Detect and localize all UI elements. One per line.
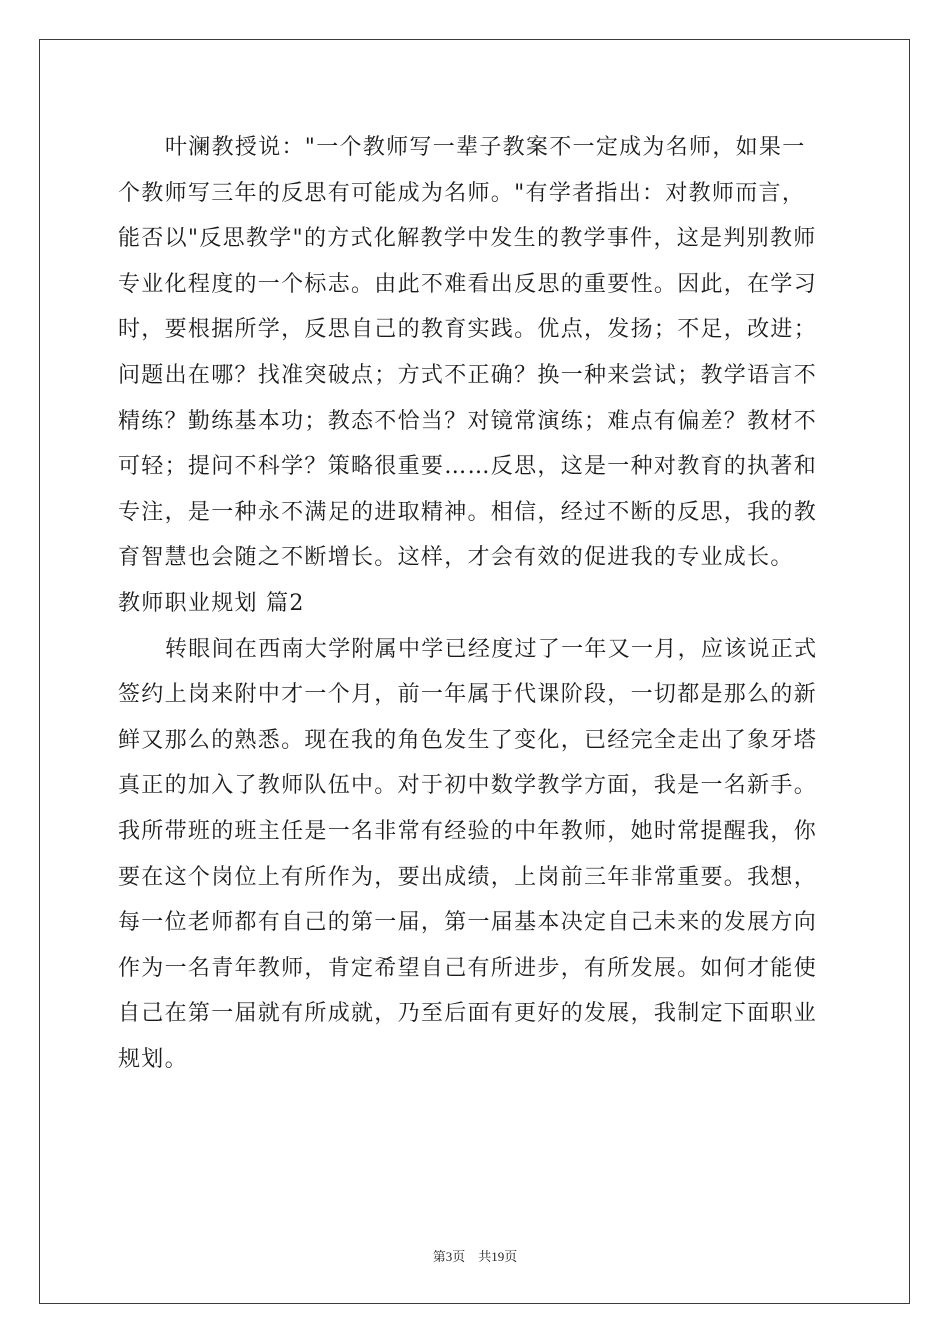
paragraph-1-line: 育智慧也会随之不断增长。这样，才会有效的促进我的专业成长。: [118, 545, 794, 571]
paragraph-2-line: 自己在第一届就有所成就，乃至后面有更好的发展，我制定下面职业: [118, 1001, 818, 1027]
paragraph-2-line: 每一位老师都有自己的第一届，第一届基本决定自己未来的发展方向: [118, 910, 818, 936]
paragraph-1-line: 叶澜教授说："一个教师写一辈子教案不一定成为名师，如果一: [165, 135, 806, 160]
paragraph-2-line: 我所带班的班主任是一名非常有经验的中年教师，她时常提醒我，你: [118, 818, 818, 844]
document-body: [118, 125, 838, 1082]
paragraph-1-line: 个教师写三年的反思有可能成为名师。"有学者指出：对教师而言，: [118, 180, 806, 206]
paragraph-1-line: 可轻；提问不科学？策略很重要……反思，这是一种对教育的执著和: [118, 454, 818, 480]
paragraph-2-line: 真正的加入了教师队伍中。对于初中数学教学方面，我是一名新手。: [118, 773, 818, 799]
paragraph-1-line: 能否以"反思教学"的方式化解教学中发生的教学事件，这是判别教师: [118, 226, 817, 252]
paragraph-1-line: 问题出在哪？找准突破点；方式不正确？换一种来尝试；教学语言不: [118, 362, 818, 388]
section-title: 教师职业规划 篇2: [118, 590, 305, 616]
paragraph-1-line: 专业化程度的一个标志。由此不难看出反思的重要性。因此，在学习: [118, 271, 818, 297]
paragraph-2-line: 要在这个岗位上有所作为，要出成绩，上岗前三年非常重要。我想，: [118, 864, 818, 890]
paragraph-2-line: 规划。: [118, 1046, 188, 1072]
paragraph-2-line: 转眼间在西南大学附属中学已经度过了一年又一月，应该说正式: [165, 636, 818, 662]
paragraph-1-line: 专注，是一种永不满足的进取精神。相信，经过不断的反思，我的教: [118, 499, 818, 525]
paragraph-2-line: 鲜又那么的熟悉。现在我的角色发生了变化，已经完全走出了象牙塔: [118, 727, 818, 753]
paragraph-1-line: 时，要根据所学，反思自己的教育实践。优点，发扬；不足，改进；: [118, 317, 818, 343]
paragraph-2-line: 作为一名青年教师，肯定希望自己有所进步，有所发展。如何才能使: [118, 955, 818, 981]
paragraph-2-line: 签约上岗来附中才一个月，前一年属于代课阶段，一切都是那么的新: [118, 682, 818, 708]
paragraph-1-line: 精练？勤练基本功；教态不恰当？对镜常演练；难点有偏差？教材不: [118, 408, 818, 434]
page-footer: 第3页 共19页: [432, 1249, 518, 1264]
